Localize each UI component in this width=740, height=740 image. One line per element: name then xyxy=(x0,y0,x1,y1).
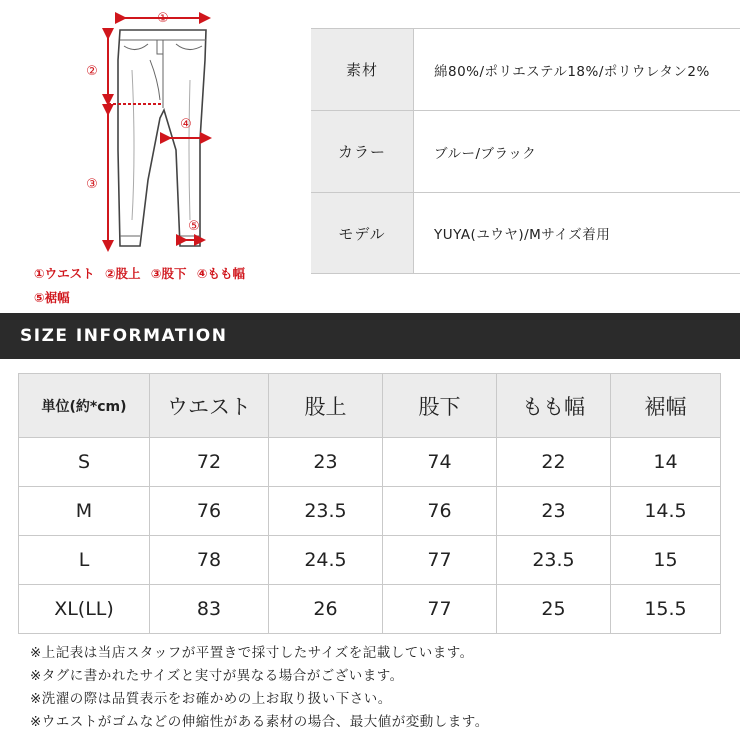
spec-table xyxy=(311,28,740,274)
spec-row-material xyxy=(311,28,740,110)
pants-illustration xyxy=(0,0,300,262)
size-notes xyxy=(30,642,489,734)
header-thigh: もも幅 xyxy=(497,374,611,438)
cell-rise: 26 xyxy=(269,585,383,634)
legend-thigh: ④もも幅 xyxy=(196,266,245,281)
size-label: S xyxy=(19,438,150,487)
spec-row-color xyxy=(311,110,740,192)
size-label: XL(LL) xyxy=(19,585,150,634)
note-line: ※タグに書かれたサイズと実寸が異なる場合がございます。 xyxy=(30,668,404,684)
pants-diagram xyxy=(0,0,300,310)
cell-hem: 15 xyxy=(611,536,721,585)
header-waist: ウエスト xyxy=(150,374,269,438)
spec-label: 素材 xyxy=(311,29,413,110)
spec-label: モデル xyxy=(311,193,413,273)
cell-waist: 76 xyxy=(150,487,269,536)
spec-label: カラー xyxy=(311,111,413,192)
spec-value: YUYA(ユウヤ)/Mサイズ着用 xyxy=(413,193,740,273)
cell-waist: 78 xyxy=(150,536,269,585)
header-inseam: 股下 xyxy=(383,374,497,438)
cell-waist: 72 xyxy=(150,438,269,487)
cell-thigh: 25 xyxy=(497,585,611,634)
diagram-legend xyxy=(34,262,304,310)
table-row xyxy=(19,585,721,634)
note-line: ※ウエストがゴムなどの伸縮性がある素材の場合、最大値が変動します。 xyxy=(30,714,489,730)
cell-waist: 83 xyxy=(150,585,269,634)
cell-rise: 23 xyxy=(269,438,383,487)
size-label: M xyxy=(19,487,150,536)
size-label: L xyxy=(19,536,150,585)
cell-thigh: 23.5 xyxy=(497,536,611,585)
cell-thigh: 23 xyxy=(497,487,611,536)
table-row xyxy=(19,438,721,487)
cell-rise: 23.5 xyxy=(269,487,383,536)
size-table-header xyxy=(19,374,721,438)
marker-waist: ① xyxy=(157,11,169,26)
legend-inseam: ③股下 xyxy=(150,266,187,281)
marker-hem: ⑤ xyxy=(188,219,200,234)
note-line: ※上記表は当店スタッフが平置きで採寸したサイズを記載しています。 xyxy=(30,645,474,661)
cell-inseam: 76 xyxy=(383,487,497,536)
cell-inseam: 77 xyxy=(383,585,497,634)
cell-thigh: 22 xyxy=(497,438,611,487)
spec-row-model xyxy=(311,192,740,274)
marker-thigh: ④ xyxy=(180,117,192,132)
cell-hem: 14 xyxy=(611,438,721,487)
note-line: ※洗濯の際は品質表示をお確かめの上お取り扱い下さい。 xyxy=(30,691,392,707)
header-unit: 単位(約*cm) xyxy=(19,374,150,438)
table-row xyxy=(19,487,721,536)
legend-rise: ②股上 xyxy=(104,266,141,281)
spec-value: 綿80%/ポリエステル18%/ポリウレタン2% xyxy=(413,29,740,110)
size-table xyxy=(18,373,721,634)
cell-hem: 15.5 xyxy=(611,585,721,634)
cell-inseam: 74 xyxy=(383,438,497,487)
legend-waist: ①ウエスト xyxy=(34,266,95,281)
table-row xyxy=(19,536,721,585)
marker-rise: ② xyxy=(86,64,98,79)
cell-rise: 24.5 xyxy=(269,536,383,585)
header-rise: 股上 xyxy=(269,374,383,438)
cell-hem: 14.5 xyxy=(611,487,721,536)
marker-inseam: ③ xyxy=(86,177,98,192)
size-information-banner: SIZE INFORMATION xyxy=(0,313,740,359)
legend-hem: ⑤裾幅 xyxy=(34,290,70,305)
cell-inseam: 77 xyxy=(383,536,497,585)
header-hem: 裾幅 xyxy=(611,374,721,438)
spec-value: ブルー/ブラック xyxy=(413,111,740,192)
